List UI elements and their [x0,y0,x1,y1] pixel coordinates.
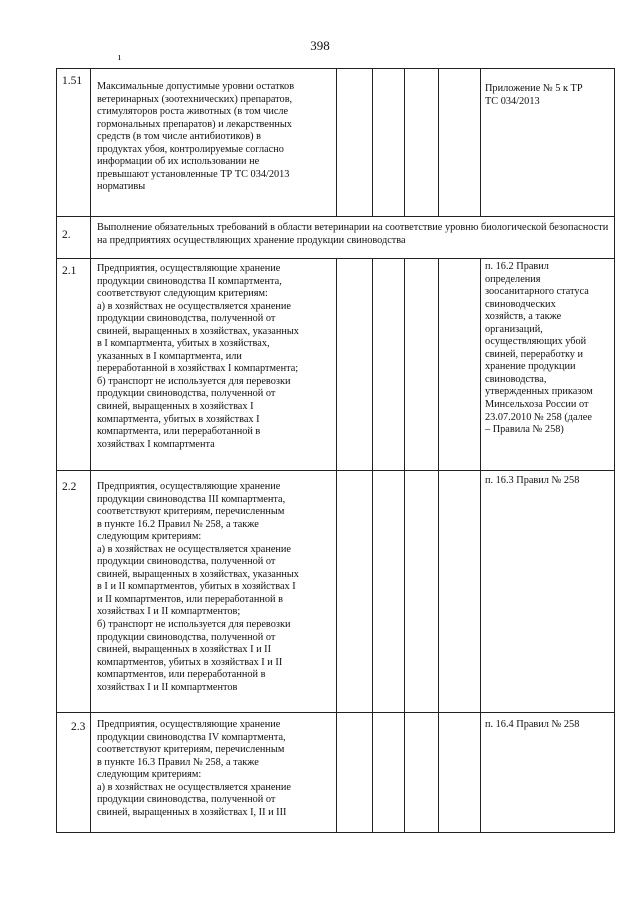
requirement-text: Максимальные допустимые уровни остатков ветеринарных (зоотехнических) препаратов, стимуляторов роста животных (в том числе гормональных препаратов) и лекарственных средств (в том числе антибиотиков) в продуктах убоя, контролируемые согласно информации об их использовании не превышают установленные ТР ТС 034/2013 нормативы [91,69,337,217]
requirement-text: Предприятия, осуществляющие хранение продукции свиноводства II компартмента, соответствуют следующим критериям: а) в хозяйствах не осуществляется хранение продукции свиноводства, полученной от свиней, выращенных в хозяйствах, указанных в I компартмента, убитых в хозяйствах, указанных в I компартмента, или переработанной в хозяйствах I компартмента; б) транспорт не используется для перевозки продукции свиноводства, полученной от свиней, выращенных в хозяйствах I компартмента, убитых в хозяйствах I компартмента, или переработанной в хозяйствах I компартмента [91,259,337,471]
row-number: 2.1 [57,259,91,471]
empty-cell [439,713,481,833]
empty-cell [373,713,405,833]
requirement-text: Предприятия, осуществляющие хранение продукции свиноводства III компартмента, соответствуют критериям, перечисленным в пункте 16.2 Правил № 258, а также следующим критериям: а) в хозяйствах не осуществляется хранение продукции свиноводства, полученной от свиней, выращенных в хозяйствах, указанных в I и II компартментов, убитых в хозяйствах I и II компартментов, или переработанной в хозяйствах I и II компартментов; б) транспорт не используется для перевозки продукции свиноводства, полученной от свиней, выращенных в хозяйствах I и II компартментов, убитых в хозяйствах I и II компартментов, или переработанной в хозяйствах I и II компартментов [91,471,337,713]
table-row [57,259,615,471]
reference-text: Приложение № 5 к ТР ТС 034/2013 [481,69,615,217]
reference-text: п. 16.4 Правил № 258 [481,713,615,833]
empty-cell [373,471,405,713]
requirement-text: Предприятия, осуществляющие хранение продукции свиноводства IV компартмента, соответствуют критериям, перечисленным в пункте 16.3 Правил № 258, а также следующим критериям: а) в хозяйствах не осуществляется хранение продукции свиноводства, полученной от свиней, выращенных в хозяйствах I, II и III [91,713,337,833]
empty-cell [373,259,405,471]
requirements-table [56,68,615,833]
reference-text: п. 16.2 Правил определения зоосанитарного статуса свиноводческих хозяйств, а также организаций, осуществляющих убой свиней, переработку и хранение продукции свиноводства, утвержденных приказом Минсельхоза России от 23.07.2010 № 258 (далее – Правила № 258) [481,259,615,471]
table-row [57,713,615,833]
empty-cell [405,471,439,713]
table-row [57,217,615,259]
empty-cell [337,259,373,471]
empty-cell [337,471,373,713]
scan-mark: ı [118,52,121,63]
empty-cell [337,713,373,833]
page-number: 398 [310,38,330,53]
empty-cell [405,713,439,833]
empty-cell [439,259,481,471]
empty-cell [405,69,439,217]
row-number: 1.51 [57,69,91,217]
table-row [57,69,615,217]
empty-cell [405,259,439,471]
table-row [57,471,615,713]
row-number: 2.3 [57,713,91,833]
empty-cell [373,69,405,217]
empty-cell [337,69,373,217]
row-number: 2.2 [57,471,91,713]
reference-text: п. 16.3 Правил № 258 [481,471,615,713]
empty-cell [439,69,481,217]
row-number: 2. [57,217,91,259]
section-heading: Выполнение обязательных требований в области ветеринарии на соответствие уровню биологической безопасности на предприятиях осуществляющих хранение продукции свиноводства [91,217,615,259]
empty-cell [439,471,481,713]
